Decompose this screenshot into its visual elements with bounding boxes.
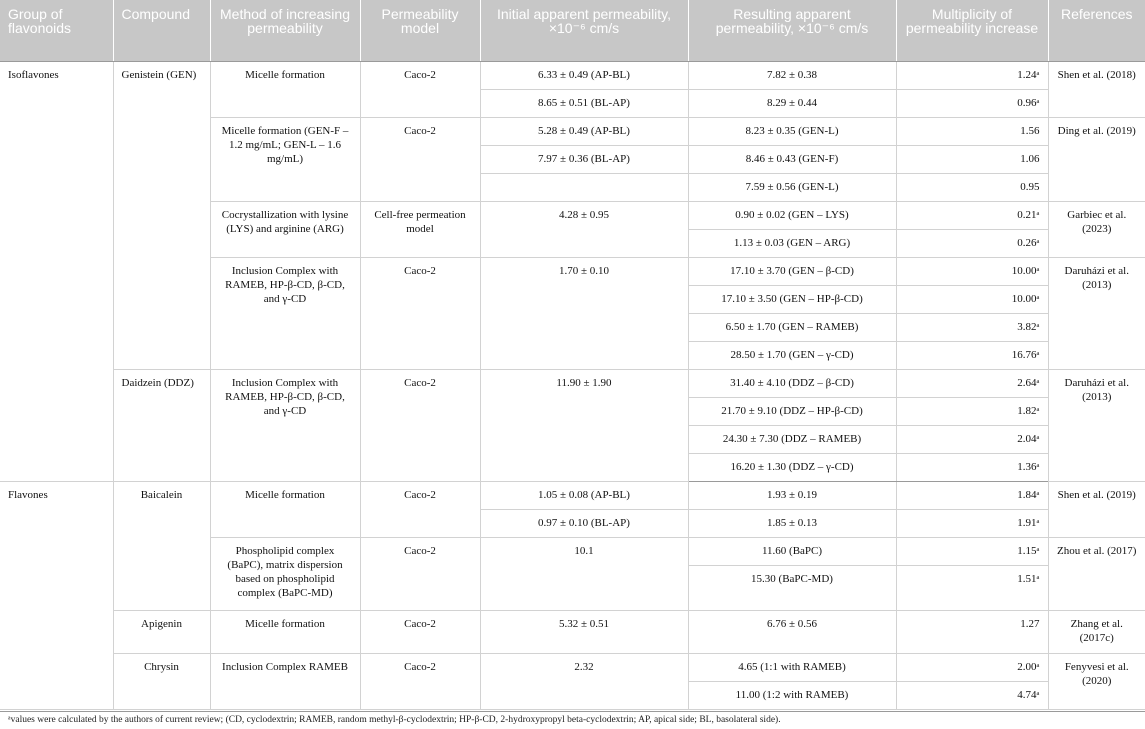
initial-cell: 1.70 ± 0.10 <box>480 257 688 369</box>
result-cell: 1.13 ± 0.03 (GEN – ARG) <box>688 229 896 257</box>
col-header-model: Permeability model <box>360 0 480 61</box>
table-footnote: ᵃvalues were calculated by the authors of current review; (CD, cyclodextrin; RAMEB, random methyl-β-cyclodextrin; HP-β-CD, 2-hydroxypropyl beta-cyclodextrin; AP, apical side; BL, basolateral side). <box>8 715 781 725</box>
multiplicity-cell: 1.84ᵃ <box>896 481 1048 509</box>
table-row <box>0 369 1145 397</box>
reference-cell: Shen et al. (2019) <box>1048 481 1145 537</box>
col-header-initial: Initial apparent permeability, ×10⁻⁶ cm/s <box>480 0 688 61</box>
table-row <box>0 653 1145 681</box>
method-cell: Micelle formation <box>210 481 360 537</box>
method-cell: Cocrystallization with lysine (LYS) and arginine (ARG) <box>210 201 360 257</box>
result-cell: 6.76 ± 0.56 <box>688 610 896 653</box>
initial-cell: 8.65 ± 0.51 (BL-AP) <box>480 89 688 117</box>
result-cell: 4.65 (1:1 with RAMEB) <box>688 653 896 681</box>
result-cell: 16.20 ± 1.30 (DDZ – γ-CD) <box>688 453 896 481</box>
method-cell: Inclusion Complex with RAMEB, HP-β-CD, β-CD, and γ-CD <box>210 257 360 369</box>
result-cell: 7.59 ± 0.56 (GEN-L) <box>688 173 896 201</box>
multiplicity-cell: 1.24ᵃ <box>896 61 1048 89</box>
col-header-group: Group of flavonoids <box>0 0 113 61</box>
group-cell: Flavones <box>0 481 113 709</box>
reference-cell: Garbiec et al. (2023) <box>1048 201 1145 257</box>
result-cell: 28.50 ± 1.70 (GEN – γ-CD) <box>688 341 896 369</box>
multiplicity-cell: 16.76ᵃ <box>896 341 1048 369</box>
group-cell: Isoflavones <box>0 61 113 481</box>
multiplicity-cell: 0.95 <box>896 173 1048 201</box>
model-cell: Caco-2 <box>360 61 480 117</box>
col-header-references: References <box>1048 0 1145 61</box>
multiplicity-cell: 3.82ᵃ <box>896 313 1048 341</box>
result-cell: 31.40 ± 4.10 (DDZ – β-CD) <box>688 369 896 397</box>
model-cell: Caco-2 <box>360 117 480 201</box>
result-cell: 11.60 (BaPC) <box>688 537 896 565</box>
result-cell: 17.10 ± 3.70 (GEN – β-CD) <box>688 257 896 285</box>
multiplicity-cell: 4.74ᵃ <box>896 681 1048 709</box>
reference-cell: Daruházi et al. (2013) <box>1048 257 1145 369</box>
multiplicity-cell: 0.21ᵃ <box>896 201 1048 229</box>
model-cell: Caco-2 <box>360 653 480 709</box>
initial-cell: 4.28 ± 0.95 <box>480 201 688 257</box>
compound-cell: Baicalein <box>113 481 210 610</box>
initial-cell: 5.28 ± 0.49 (AP-BL) <box>480 117 688 145</box>
initial-cell-empty <box>480 173 688 201</box>
compound-cell: Apigenin <box>113 610 210 653</box>
multiplicity-cell: 2.64ᵃ <box>896 369 1048 397</box>
model-cell: Caco-2 <box>360 481 480 537</box>
method-cell: Micelle formation (GEN-F – 1.2 mg/mL; GEN-L – 1.6 mg/mL) <box>210 117 360 201</box>
col-header-method: Method of increasing permeability <box>210 0 360 61</box>
model-cell: Caco-2 <box>360 610 480 653</box>
reference-cell: Fenyvesi et al. (2020) <box>1048 653 1145 709</box>
result-cell: 8.46 ± 0.43 (GEN-F) <box>688 145 896 173</box>
initial-cell: 7.97 ± 0.36 (BL-AP) <box>480 145 688 173</box>
result-cell: 1.93 ± 0.19 <box>688 481 896 509</box>
compound-cell: Genistein (GEN) <box>113 61 210 369</box>
multiplicity-cell: 1.06 <box>896 145 1048 173</box>
model-cell: Cell-free permeation model <box>360 201 480 257</box>
model-cell: Caco-2 <box>360 537 480 610</box>
model-cell: Caco-2 <box>360 369 480 481</box>
table-row <box>0 61 1145 89</box>
multiplicity-cell: 0.26ᵃ <box>896 229 1048 257</box>
result-cell: 0.90 ± 0.02 (GEN – LYS) <box>688 201 896 229</box>
reference-cell: Shen et al. (2018) <box>1048 61 1145 117</box>
reference-cell: Zhou et al. (2017) <box>1048 537 1145 610</box>
multiplicity-cell: 1.36ᵃ <box>896 453 1048 481</box>
compound-cell: Chrysin <box>113 653 210 709</box>
table-bottom-rule <box>0 711 1145 712</box>
col-header-compound: Compound <box>113 0 210 61</box>
multiplicity-cell: 1.27 <box>896 610 1048 653</box>
result-cell: 17.10 ± 3.50 (GEN – HP-β-CD) <box>688 285 896 313</box>
initial-cell: 5.32 ± 0.51 <box>480 610 688 653</box>
method-cell: Micelle formation <box>210 610 360 653</box>
multiplicity-cell: 1.56 <box>896 117 1048 145</box>
result-cell: 15.30 (BaPC-MD) <box>688 565 896 610</box>
result-cell: 8.29 ± 0.44 <box>688 89 896 117</box>
header-row <box>0 0 1145 61</box>
col-header-multiplicity: Multiplicity of permeability increase <box>896 0 1048 61</box>
table-row <box>0 610 1145 653</box>
method-cell: Phospholipid complex (BaPC), matrix dispersion based on phospholipid complex (BaPC-MD) <box>210 537 360 610</box>
multiplicity-cell: 2.04ᵃ <box>896 425 1048 453</box>
result-cell: 21.70 ± 9.10 (DDZ – HP-β-CD) <box>688 397 896 425</box>
result-cell: 8.23 ± 0.35 (GEN-L) <box>688 117 896 145</box>
method-cell: Micelle formation <box>210 61 360 117</box>
initial-cell: 1.05 ± 0.08 (AP-BL) <box>480 481 688 509</box>
reference-cell: Zhang et al. (2017c) <box>1048 610 1145 653</box>
result-cell: 24.30 ± 7.30 (DDZ – RAMEB) <box>688 425 896 453</box>
reference-cell: Daruházi et al. (2013) <box>1048 369 1145 481</box>
compound-cell: Daidzein (DDZ) <box>113 369 210 481</box>
multiplicity-cell: 10.00ᵃ <box>896 285 1048 313</box>
initial-cell: 2.32 <box>480 653 688 709</box>
multiplicity-cell: 10.00ᵃ <box>896 257 1048 285</box>
multiplicity-cell: 0.96ᵃ <box>896 89 1048 117</box>
method-cell: Inclusion Complex with RAMEB, HP-β-CD, β-CD, and γ-CD <box>210 369 360 481</box>
initial-cell: 11.90 ± 1.90 <box>480 369 688 481</box>
multiplicity-cell: 1.91ᵃ <box>896 509 1048 537</box>
multiplicity-cell: 1.51ᵃ <box>896 565 1048 610</box>
table-row <box>0 481 1145 509</box>
result-cell: 11.00 (1:2 with RAMEB) <box>688 681 896 709</box>
result-cell: 1.85 ± 0.13 <box>688 509 896 537</box>
result-cell: 7.82 ± 0.38 <box>688 61 896 89</box>
col-header-resulting: Resulting apparent permeability, ×10⁻⁶ cm/s <box>688 0 896 61</box>
multiplicity-cell: 1.15ᵃ <box>896 537 1048 565</box>
result-cell: 6.50 ± 1.70 (GEN – RAMEB) <box>688 313 896 341</box>
model-cell: Caco-2 <box>360 257 480 369</box>
initial-cell: 10.1 <box>480 537 688 610</box>
initial-cell: 6.33 ± 0.49 (AP-BL) <box>480 61 688 89</box>
initial-cell: 0.97 ± 0.10 (BL-AP) <box>480 509 688 537</box>
multiplicity-cell: 1.82ᵃ <box>896 397 1048 425</box>
method-cell: Inclusion Complex RAMEB <box>210 653 360 709</box>
reference-cell: Ding et al. (2019) <box>1048 117 1145 201</box>
multiplicity-cell: 2.00ᵃ <box>896 653 1048 681</box>
